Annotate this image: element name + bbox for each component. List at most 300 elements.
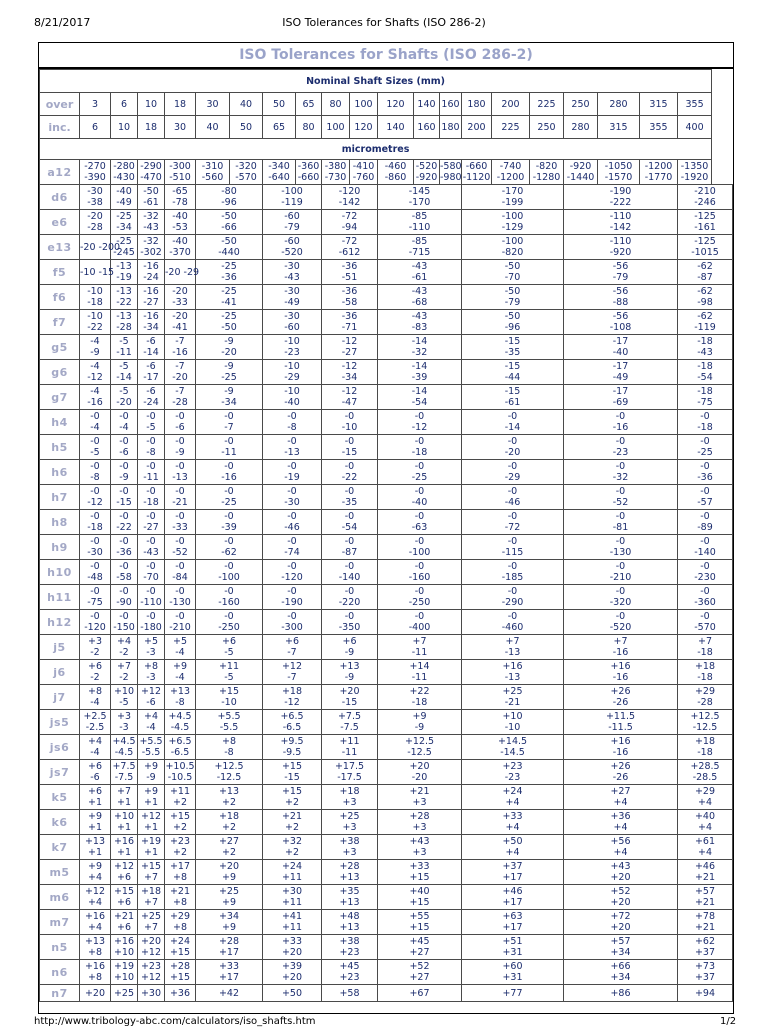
lower-deviation: +13 bbox=[339, 922, 360, 933]
inc-value: 200 bbox=[462, 116, 492, 139]
lower-deviation: -120 bbox=[281, 572, 303, 583]
tolerance-cell bbox=[196, 835, 263, 860]
grade-label: j6 bbox=[40, 660, 80, 685]
tolerance-cell bbox=[322, 560, 378, 585]
tolerance-cell bbox=[138, 960, 165, 985]
upper-deviation: +20 bbox=[218, 861, 240, 872]
lower-deviation: +17 bbox=[502, 897, 523, 908]
tolerance-cell bbox=[462, 260, 564, 285]
upper-deviation: -25 bbox=[221, 261, 237, 272]
upper-deviation: +20 bbox=[84, 987, 106, 999]
lower-deviation: -7.5 bbox=[114, 772, 134, 783]
table-row bbox=[40, 710, 733, 735]
upper-deviation: +16 bbox=[502, 661, 523, 672]
tolerance-cell bbox=[165, 260, 200, 285]
tolerance-cell bbox=[678, 210, 733, 235]
lower-deviation: -46 bbox=[284, 522, 300, 533]
lower-deviation: -14 bbox=[116, 372, 132, 383]
upper-deviation: +43 bbox=[409, 836, 430, 847]
lower-deviation: -6 bbox=[90, 772, 100, 783]
grade-label: h10 bbox=[40, 560, 80, 585]
upper-deviation: -1200 bbox=[644, 161, 673, 172]
upper-deviation: -16 bbox=[143, 261, 159, 272]
tolerance-cell bbox=[196, 360, 263, 385]
upper-deviation: -10 -15 bbox=[80, 266, 115, 278]
upper-deviation: -25 bbox=[116, 211, 132, 222]
lower-deviation: -1920 bbox=[680, 172, 709, 183]
lower-deviation: -20 bbox=[411, 772, 428, 783]
lower-deviation: -47 bbox=[341, 397, 358, 408]
tolerance-cell bbox=[111, 685, 138, 710]
tolerance-cell bbox=[80, 885, 111, 910]
upper-deviation: -72 bbox=[341, 211, 358, 222]
upper-deviation: -17 bbox=[612, 386, 629, 397]
table-row bbox=[40, 935, 733, 960]
lower-deviation: +13 bbox=[339, 872, 360, 883]
upper-deviation: -14 bbox=[411, 336, 428, 347]
lower-deviation: +3 bbox=[342, 797, 357, 808]
upper-deviation: +33 bbox=[218, 961, 240, 972]
tolerance-cell bbox=[263, 710, 322, 735]
upper-deviation: -0 bbox=[700, 511, 710, 522]
tolerance-cell bbox=[165, 685, 196, 710]
tolerance-cell bbox=[564, 960, 678, 985]
over-value: 180 bbox=[462, 93, 492, 116]
grade-label: h8 bbox=[40, 510, 80, 535]
upper-deviation: -10 bbox=[87, 311, 103, 322]
tolerance-cell bbox=[378, 585, 462, 610]
upper-deviation: -0 bbox=[344, 586, 355, 597]
table-row bbox=[40, 510, 733, 535]
upper-deviation: +73 bbox=[694, 961, 716, 972]
lower-deviation: -4 bbox=[90, 697, 100, 708]
upper-deviation: +33 bbox=[281, 936, 303, 947]
upper-deviation: -40 bbox=[116, 186, 132, 197]
tolerance-cell bbox=[111, 560, 138, 585]
upper-deviation: -0 bbox=[224, 536, 234, 547]
lower-deviation: -12.5 bbox=[216, 772, 242, 783]
upper-deviation: +11 bbox=[339, 736, 360, 747]
inc-value: 280 bbox=[564, 116, 598, 139]
upper-deviation: +7 bbox=[412, 636, 427, 647]
lower-deviation: +2 bbox=[284, 847, 299, 858]
lower-deviation: -78 bbox=[172, 197, 188, 208]
tolerance-cell bbox=[263, 285, 322, 310]
tolerance-cell bbox=[564, 560, 678, 585]
upper-deviation: -65 bbox=[172, 186, 188, 197]
upper-deviation: +67 bbox=[409, 987, 430, 999]
lower-deviation: -9.5 bbox=[282, 747, 302, 758]
upper-deviation: -0 bbox=[224, 561, 234, 572]
lower-deviation: -160 bbox=[218, 597, 240, 608]
upper-deviation: +12.5 bbox=[404, 736, 435, 747]
upper-deviation: +12 bbox=[84, 886, 106, 897]
tolerance-cell bbox=[196, 160, 230, 185]
tolerance-cell bbox=[263, 460, 322, 485]
tolerance-cell bbox=[378, 660, 462, 685]
grade-label: f7 bbox=[40, 310, 80, 335]
upper-deviation: +26 bbox=[610, 686, 631, 697]
tolerance-cell bbox=[80, 910, 111, 935]
upper-deviation: -0 bbox=[507, 511, 518, 522]
lower-deviation: -100 bbox=[218, 572, 240, 583]
lower-deviation: -40 bbox=[284, 397, 300, 408]
lower-deviation: +20 bbox=[610, 897, 631, 908]
lower-deviation: -12 bbox=[411, 422, 428, 433]
lower-deviation: -49 bbox=[612, 372, 629, 383]
tolerance-cell bbox=[80, 485, 111, 510]
upper-deviation: -0 bbox=[146, 461, 156, 472]
upper-deviation: +63 bbox=[502, 911, 523, 922]
tolerance-cell bbox=[378, 735, 462, 760]
inc-value: 50 bbox=[230, 116, 263, 139]
lower-deviation: -87 bbox=[697, 272, 713, 283]
tolerance-cell bbox=[678, 810, 733, 835]
upper-deviation: +77 bbox=[502, 987, 523, 999]
tolerance-cell bbox=[263, 635, 322, 660]
lower-deviation: +37 bbox=[694, 972, 716, 983]
upper-deviation: -0 bbox=[414, 536, 425, 547]
grade-label: h11 bbox=[40, 585, 80, 610]
tolerance-cell bbox=[111, 835, 138, 860]
lower-deviation: -110 bbox=[408, 222, 431, 233]
lower-deviation: -520 bbox=[281, 247, 303, 258]
tolerance-cell bbox=[564, 535, 678, 560]
lower-deviation: +27 bbox=[409, 972, 430, 983]
tolerance-cell bbox=[196, 860, 263, 885]
tolerance-cell bbox=[138, 610, 165, 635]
lower-deviation: -115 bbox=[501, 547, 524, 558]
tolerance-cell bbox=[378, 535, 462, 560]
upper-deviation: +28.5 bbox=[690, 761, 720, 772]
over-value: 65 bbox=[296, 93, 322, 116]
upper-deviation: +23 bbox=[140, 961, 162, 972]
tolerance-cell bbox=[196, 760, 263, 785]
tolerance-cell bbox=[80, 610, 111, 635]
tolerance-cell bbox=[230, 160, 263, 185]
lower-deviation: +3 bbox=[412, 847, 427, 858]
lower-deviation: +4 bbox=[505, 847, 520, 858]
upper-deviation: -120 bbox=[338, 186, 361, 197]
lower-deviation: -250 bbox=[218, 622, 240, 633]
upper-deviation: -820 bbox=[535, 161, 558, 172]
upper-deviation: -0 bbox=[90, 486, 100, 497]
upper-deviation: -14 bbox=[411, 386, 428, 397]
tolerance-cell bbox=[111, 435, 138, 460]
tolerance-cell bbox=[378, 510, 462, 535]
tolerance-cell bbox=[462, 360, 564, 385]
lower-deviation: -2 bbox=[119, 647, 129, 658]
lower-deviation: -6.5 bbox=[282, 722, 302, 733]
lower-deviation: +34 bbox=[610, 972, 631, 983]
tolerance-cell bbox=[462, 485, 564, 510]
lower-deviation: -36 bbox=[221, 272, 237, 283]
lower-deviation: -32 bbox=[612, 472, 629, 483]
tolerance-cell bbox=[196, 635, 263, 660]
upper-deviation: +3 bbox=[116, 711, 131, 722]
upper-deviation: +9 bbox=[143, 786, 158, 797]
tolerance-cell bbox=[196, 385, 263, 410]
upper-deviation: -85 bbox=[411, 211, 428, 222]
lower-deviation: -15 bbox=[284, 772, 300, 783]
tolerance-cell bbox=[111, 585, 138, 610]
tolerance-cell bbox=[138, 310, 165, 335]
upper-deviation: -290 bbox=[140, 161, 162, 172]
lower-deviation: -302 bbox=[140, 247, 162, 258]
lower-deviation: -5.5 bbox=[219, 722, 239, 733]
lower-deviation: -120 bbox=[84, 622, 106, 633]
upper-deviation: +29 bbox=[169, 911, 191, 922]
upper-deviation: +8 bbox=[87, 686, 102, 697]
lower-deviation: -6.5 bbox=[170, 747, 190, 758]
upper-deviation: +48 bbox=[339, 911, 360, 922]
lower-deviation: -9 bbox=[344, 672, 355, 683]
grade-label: h6 bbox=[40, 460, 80, 485]
lower-deviation: -81 bbox=[612, 522, 629, 533]
tolerance-cell bbox=[462, 160, 492, 185]
lower-deviation: +1 bbox=[87, 847, 102, 858]
lower-deviation: -161 bbox=[694, 222, 716, 233]
table-row bbox=[40, 260, 733, 285]
grade-label: j7 bbox=[40, 685, 80, 710]
grade-label: h5 bbox=[40, 435, 80, 460]
lower-deviation: -16 bbox=[87, 397, 103, 408]
upper-deviation: +37 bbox=[502, 861, 523, 872]
lower-deviation: -4 bbox=[90, 747, 100, 758]
upper-deviation: -50 bbox=[221, 211, 237, 222]
upper-deviation: +15 bbox=[113, 886, 135, 897]
lower-deviation: -150 bbox=[113, 622, 135, 633]
tolerance-cell bbox=[165, 235, 196, 260]
tolerance-cell bbox=[378, 310, 462, 335]
tolerance-cell bbox=[678, 785, 733, 810]
upper-deviation: -4 bbox=[90, 361, 100, 372]
upper-deviation: -0 bbox=[146, 561, 156, 572]
upper-deviation: +20 bbox=[140, 936, 162, 947]
lower-deviation: -220 bbox=[338, 597, 361, 608]
upper-deviation: -0 bbox=[344, 511, 355, 522]
tolerance-cell bbox=[165, 560, 196, 585]
lower-deviation: -180 bbox=[140, 622, 162, 633]
upper-deviation: -0 bbox=[344, 561, 355, 572]
tolerance-cell bbox=[80, 460, 111, 485]
upper-deviation: -0 bbox=[700, 561, 710, 572]
upper-deviation: -50 bbox=[504, 311, 521, 322]
lower-deviation: -94 bbox=[341, 222, 358, 233]
grade-label: f5 bbox=[40, 260, 80, 285]
tolerance-cell bbox=[564, 835, 678, 860]
tolerance-cell bbox=[678, 460, 733, 485]
lower-deviation: -6 bbox=[119, 447, 129, 458]
lower-deviation: +15 bbox=[409, 922, 430, 933]
grade-label: n7 bbox=[40, 985, 80, 1002]
grade-label: js5 bbox=[40, 710, 80, 735]
lower-deviation: -3 bbox=[119, 722, 129, 733]
upper-deviation: -20 -29 bbox=[165, 266, 200, 278]
upper-deviation: +9 bbox=[172, 661, 187, 672]
over-value: 40 bbox=[230, 93, 263, 116]
upper-deviation: -0 bbox=[175, 536, 185, 547]
tolerance-cell bbox=[462, 760, 564, 785]
tolerance-cell bbox=[678, 710, 733, 735]
tolerance-cell bbox=[111, 335, 138, 360]
upper-deviation: -36 bbox=[341, 311, 358, 322]
lower-deviation: -15 bbox=[341, 447, 358, 458]
inc-value: 355 bbox=[640, 116, 678, 139]
upper-deviation: +43 bbox=[610, 861, 631, 872]
tolerance-cell bbox=[196, 235, 263, 260]
upper-deviation: +11.5 bbox=[605, 711, 636, 722]
lower-deviation: -20 bbox=[504, 447, 521, 458]
upper-deviation: -0 bbox=[414, 436, 425, 447]
tolerance-cell bbox=[196, 535, 263, 560]
tolerance-cell bbox=[138, 660, 165, 685]
upper-deviation: -125 bbox=[694, 211, 716, 222]
lower-deviation: -18 bbox=[411, 447, 428, 458]
lower-deviation: -53 bbox=[172, 222, 188, 233]
upper-deviation: -9 bbox=[224, 361, 234, 372]
tolerance-cell bbox=[111, 510, 138, 535]
lower-deviation: -8 bbox=[175, 697, 185, 708]
tolerance-cell bbox=[80, 685, 111, 710]
upper-deviation: +52 bbox=[409, 961, 430, 972]
lower-deviation: -25 bbox=[697, 447, 713, 458]
lower-deviation: -87 bbox=[341, 547, 358, 558]
tolerance-cell bbox=[322, 685, 378, 710]
upper-deviation: +56 bbox=[610, 836, 631, 847]
lower-deviation: -430 bbox=[113, 172, 135, 183]
tolerance-cell bbox=[322, 610, 378, 635]
lower-deviation: -10 bbox=[504, 722, 521, 733]
tolerance-cell bbox=[462, 285, 564, 310]
upper-deviation: -0 bbox=[700, 411, 710, 422]
lower-deviation: +8 bbox=[172, 922, 187, 933]
table-row bbox=[40, 435, 733, 460]
table-row bbox=[40, 460, 733, 485]
upper-deviation: +38 bbox=[339, 936, 360, 947]
tolerance-cell bbox=[322, 335, 378, 360]
lower-deviation: -640 bbox=[268, 172, 290, 183]
tolerance-cell bbox=[678, 885, 733, 910]
upper-deviation: -15 bbox=[504, 336, 521, 347]
tolerance-cell bbox=[378, 185, 462, 210]
grade-label: m7 bbox=[40, 910, 80, 935]
upper-deviation: -0 bbox=[700, 611, 710, 622]
upper-deviation: -0 bbox=[615, 486, 626, 497]
tolerance-cell bbox=[138, 210, 165, 235]
upper-deviation: -0 bbox=[90, 511, 100, 522]
tolerance-cell bbox=[564, 410, 678, 435]
upper-deviation: +2.5 bbox=[83, 711, 107, 722]
grade-label: k7 bbox=[40, 835, 80, 860]
tolerance-cell bbox=[564, 785, 678, 810]
tolerance-cell bbox=[678, 410, 733, 435]
lower-deviation: -390 bbox=[84, 172, 106, 183]
upper-deviation: -0 bbox=[90, 411, 100, 422]
tolerance-cell bbox=[322, 935, 378, 960]
tolerance-cell bbox=[322, 360, 378, 385]
lower-deviation: -23 bbox=[612, 447, 629, 458]
upper-deviation: -0 bbox=[414, 486, 425, 497]
lower-deviation: -63 bbox=[411, 522, 428, 533]
upper-deviation: +28 bbox=[218, 936, 240, 947]
upper-deviation: +46 bbox=[502, 886, 523, 897]
lower-deviation: -370 bbox=[169, 247, 191, 258]
lower-deviation: -79 bbox=[284, 222, 300, 233]
lower-deviation: -14.5 bbox=[500, 747, 525, 758]
tolerance-cell bbox=[111, 885, 138, 910]
upper-deviation: +12.5 bbox=[690, 711, 720, 722]
tolerance-cell bbox=[111, 185, 138, 210]
tolerance-cell bbox=[678, 985, 733, 1002]
lower-deviation: -14 bbox=[504, 422, 521, 433]
lower-deviation: -33 bbox=[172, 522, 188, 533]
inc-value: 30 bbox=[165, 116, 196, 139]
tolerance-cell bbox=[196, 735, 263, 760]
tolerance-cell bbox=[196, 485, 263, 510]
lower-deviation: -27 bbox=[341, 347, 358, 358]
tolerance-cell bbox=[322, 635, 378, 660]
upper-deviation: +18 bbox=[694, 661, 716, 672]
tolerance-document bbox=[38, 42, 734, 1014]
tolerance-cell bbox=[322, 460, 378, 485]
upper-deviation: -20 -200 bbox=[80, 241, 121, 253]
lower-deviation: -43 bbox=[143, 222, 159, 233]
upper-deviation: -60 bbox=[284, 236, 300, 247]
lower-deviation: +8 bbox=[87, 972, 102, 983]
table-row bbox=[40, 785, 733, 810]
lower-deviation: -8 bbox=[90, 472, 100, 483]
tolerance-cell bbox=[378, 385, 462, 410]
tolerance-cell bbox=[564, 585, 678, 610]
lower-deviation: -715 bbox=[408, 247, 431, 258]
grade-label: e13 bbox=[40, 235, 80, 260]
lower-deviation: -52 bbox=[612, 497, 629, 508]
print-title: ISO Tolerances for Shafts (ISO 286-2) bbox=[282, 16, 486, 29]
tolerance-cell bbox=[111, 210, 138, 235]
lower-deviation: -46 bbox=[504, 497, 521, 508]
tolerance-cell bbox=[378, 635, 462, 660]
upper-deviation: -0 bbox=[175, 436, 185, 447]
upper-deviation: -32 bbox=[143, 211, 159, 222]
tolerance-cell bbox=[462, 535, 564, 560]
upper-deviation: -100 bbox=[501, 236, 524, 247]
lower-deviation: -28 bbox=[87, 222, 103, 233]
tolerance-cell bbox=[196, 610, 263, 635]
tolerance-cell bbox=[263, 785, 322, 810]
tolerance-cell bbox=[462, 935, 564, 960]
lower-deviation: -39 bbox=[221, 522, 237, 533]
tolerance-cell bbox=[196, 210, 263, 235]
tolerance-cell bbox=[80, 710, 111, 735]
tolerance-cell bbox=[564, 635, 678, 660]
table-row bbox=[40, 760, 733, 785]
lower-deviation: +1 bbox=[143, 822, 158, 833]
upper-deviation: -580 bbox=[440, 161, 462, 172]
lower-deviation: -10 bbox=[221, 697, 237, 708]
upper-deviation: -43 bbox=[411, 311, 428, 322]
lower-deviation: -35 bbox=[341, 497, 358, 508]
tolerance-cell bbox=[564, 385, 678, 410]
upper-deviation: +46 bbox=[694, 861, 716, 872]
upper-deviation: +16 bbox=[113, 836, 135, 847]
upper-deviation: +6 bbox=[87, 661, 102, 672]
upper-deviation: +25 bbox=[140, 911, 162, 922]
lower-deviation: +7 bbox=[143, 897, 158, 908]
source-url: http://www.tribology-abc.com/calculators/iso_shafts.htm bbox=[34, 1016, 316, 1027]
lower-deviation: -5 bbox=[224, 672, 234, 683]
tolerance-cell bbox=[165, 410, 196, 435]
